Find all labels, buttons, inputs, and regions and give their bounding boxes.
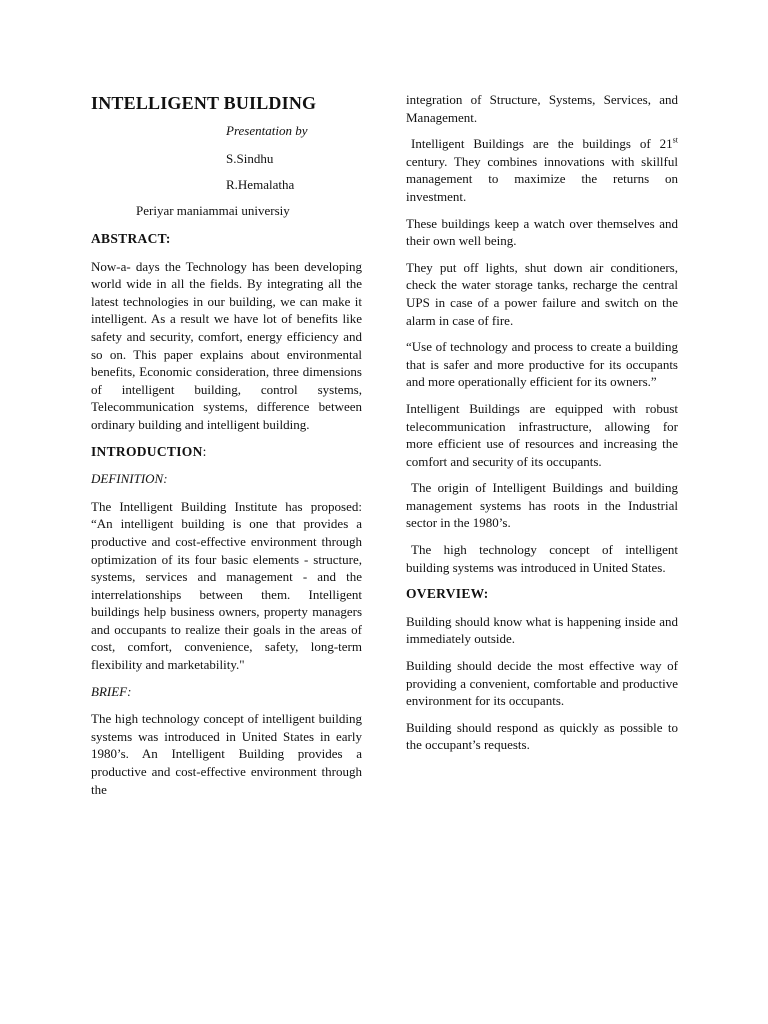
paragraph [406, 135, 678, 205]
paragraph: integration of Structure, Systems, Services, and Management. [406, 92, 678, 125]
brief-heading: BRIEF: [91, 683, 132, 699]
paragraph: Building should know what is happening inside and immediately outside. [406, 613, 678, 647]
abstract-text: Now-a- days the Technology has been developing world wide in all the fields. By integrating all the latest technologies in our building, we can make it intelligent. As a result we have lot of benefits like safety and security, comfort, energy efficiency and so on. This paper explains about environmental benefits, Economic consideration, three dimensions of intelligent building, control systems, Telecommunication systems, difference between ordinary building and intelligent building. [91, 258, 362, 432]
overview-heading: OVERVIEW: [406, 586, 489, 602]
paragraph: Building should respond as quickly as possible to the occupant’s requests. [406, 719, 678, 753]
introduction-heading-colon: : [202, 443, 207, 459]
affiliation: Periyar maniammai universiy [136, 203, 290, 218]
byline: Presentation by [226, 123, 308, 138]
document-title: INTELLIGENT BUILDING [91, 93, 317, 113]
author-name: R.Hemalatha [226, 177, 295, 192]
paragraph: The origin of Intelligent Buildings and building management systems has roots in the Industrial sector in the 1980’s. [406, 480, 678, 531]
paragraph: Intelligent Buildings are equipped with robust telecommunication infrastructure, allowing for more efficient use of resources and increasing the comfort and security of its occupants. [406, 400, 678, 469]
paragraph-text: century. They combines innovations with skillful management to maximize the returns on investment. [406, 153, 678, 204]
introduction-heading-text: INTRODUCTION [91, 443, 203, 459]
quote-paragraph: “Use of technology and process to create a building that is safer and more productive for its occupants and more operationally efficient for its owners.” [406, 339, 678, 390]
introduction-heading [91, 443, 362, 461]
left-column [91, 88, 362, 807]
paragraph-text: Intelligent Buildings are the buildings of 21 [411, 136, 673, 152]
paragraph: The high technology concept of intelligent building systems was introduced in United States. [406, 542, 678, 575]
abstract-heading: ABSTRACT: [91, 231, 171, 246]
right-column [406, 91, 678, 763]
paragraph: Building should decide the most effective way of providing a convenient, comfortable and productive environment for its occupants. [406, 658, 678, 709]
ordinal-suffix: st [672, 135, 678, 145]
paragraph: They put off lights, shut down air conditioners, check the water storage tanks, recharge the central UPS in case of a power failure and switch on the alarm in case of fire. [406, 259, 678, 328]
brief-text: The high technology concept of intelligent building systems was introduced in United States in early 1980’s. An Intelligent Building provides a productive and cost-effective environment through the [91, 711, 362, 797]
author-name: S.Sindhu [226, 151, 274, 166]
definition-heading: DEFINITION: [91, 471, 168, 487]
definition-text: The Intelligent Building Institute has proposed: “An intelligent building is one that provides a productive and cost-effective environment through optimization of its four basic elements - structure, systems, services and management - and the interrelationships between them. Intelligent buildings help business owners, property managers and occupants to realize their goals in the areas of cost, comfort, convenience, safety, long-term flexibility and marketability." [91, 498, 362, 673]
paragraph: These buildings keep a watch over themselves and their own well being. [406, 215, 678, 249]
